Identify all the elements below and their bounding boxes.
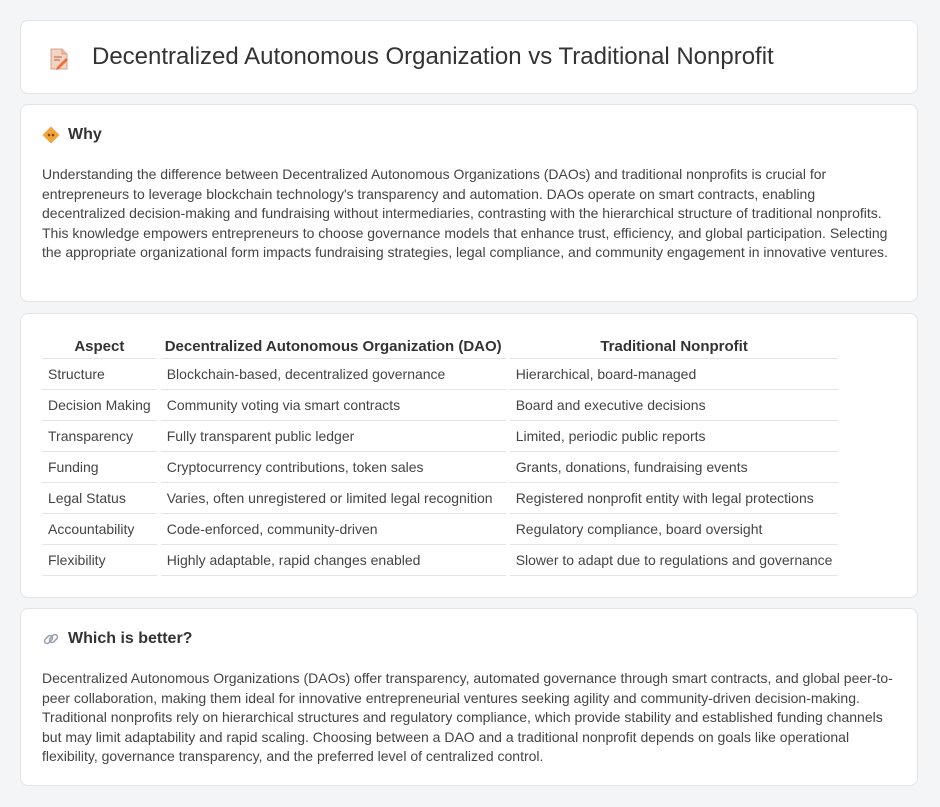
document-edit-icon xyxy=(48,47,70,71)
table-row xyxy=(42,514,838,545)
table-cell: Decision Making xyxy=(42,390,159,421)
comparison-table xyxy=(42,335,838,576)
why-header xyxy=(42,126,102,144)
table-cell: Board and executive decisions xyxy=(508,390,839,421)
which-better-section xyxy=(20,608,918,786)
table-cell: Regulatory compliance, board oversight xyxy=(508,514,839,545)
table-row xyxy=(42,483,838,514)
better-text: Decentralized Autonomous Organizations (DAOs) offer transparency, automated governance through smart contracts, and global peer-to-peer collaboration, making them ideal for innovative entrepreneurial ventures seeking agility and community-driven decision-making. Traditional nonprofits rely on hierarchical structures and regulatory compliance, which provide stability and established funding channels but may limit adaptability and rapid scaling. Choosing between a DAO and a traditional nonprofit depends on goals like operational flexibility, governance transparency, and the preferred level of centralized control. xyxy=(42,670,893,764)
table-cell: Flexibility xyxy=(42,545,159,576)
title-card xyxy=(20,20,918,94)
table-cell: Community voting via smart contracts xyxy=(159,390,508,421)
table-cell: Accountability xyxy=(42,514,159,545)
link-icon xyxy=(42,630,60,648)
table-cell: Grants, donations, fundraising events xyxy=(508,452,839,483)
table-row xyxy=(42,421,838,452)
table-cell: Fully transparent public ledger xyxy=(159,421,508,452)
table-row xyxy=(42,390,838,421)
table-cell: Limited, periodic public reports xyxy=(508,421,839,452)
table-row xyxy=(42,359,838,390)
table-cell: Registered nonprofit entity with legal protections xyxy=(508,483,839,514)
column-header-nonprofit: Traditional Nonprofit xyxy=(508,335,839,359)
table-cell: Slower to adapt due to regulations and governance xyxy=(508,545,839,576)
table-cell: Transparency xyxy=(42,421,159,452)
table-cell: Legal Status xyxy=(42,483,159,514)
table-cell: Varies, often unregistered or limited legal recognition xyxy=(159,483,508,514)
table-cell: Hierarchical, board-managed xyxy=(508,359,839,390)
table-header-row xyxy=(42,335,838,359)
comparison-section xyxy=(20,313,918,598)
table-row xyxy=(42,545,838,576)
why-heading: Why xyxy=(68,126,102,143)
table-row xyxy=(42,452,838,483)
why-text: Understanding the difference between Decentralized Autonomous Organizations (DAOs) and traditional nonprofits is crucial for entrepreneurs to leverage blockchain technology's transparency and automation. DAOs operate on smart contracts, enabling decentralized decision-making and fundraising without intermediaries, contrasting with the hierarchical structure of traditional nonprofits. This knowledge empowers entrepreneurs to choose governance models that enhance trust, efficiency, and global participation. Selecting the appropriate organizational form impacts fundraising strategies, legal compliance, and community engagement in innovative ventures. xyxy=(42,166,888,260)
table-cell: Highly adaptable, rapid changes enabled xyxy=(159,545,508,576)
table-cell: Funding xyxy=(42,452,159,483)
column-header-aspect: Aspect xyxy=(42,335,159,359)
better-header xyxy=(42,630,192,648)
table-cell: Structure xyxy=(42,359,159,390)
road-sign-icon xyxy=(42,126,60,144)
table-cell: Cryptocurrency contributions, token sales xyxy=(159,452,508,483)
why-section xyxy=(20,104,918,302)
table-cell: Code-enforced, community-driven xyxy=(159,514,508,545)
page-title: Decentralized Autonomous Organization vs Traditional Nonprofit xyxy=(92,43,774,70)
better-heading: Which is better? xyxy=(68,630,193,647)
table-cell: Blockchain-based, decentralized governance xyxy=(159,359,508,390)
column-header-dao: Decentralized Autonomous Organization (DAO) xyxy=(159,335,508,359)
